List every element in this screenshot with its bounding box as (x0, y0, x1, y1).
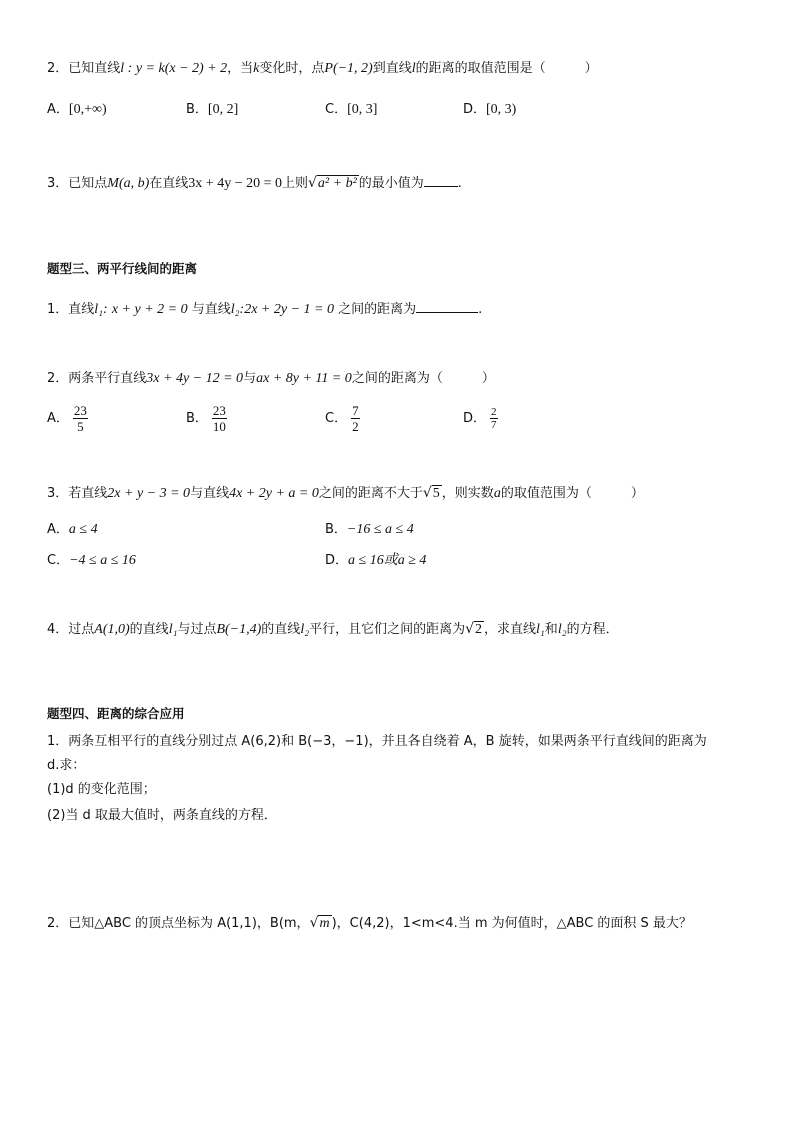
q-text: . (457, 176, 462, 191)
line-equation-2: ax + 8y + 11 = 0 (256, 371, 352, 386)
q-text: 和 (544, 622, 558, 637)
radicand: 5 (432, 486, 440, 501)
option-value: [0, 3] (347, 102, 378, 117)
question-3-min-value (47, 172, 462, 194)
variable-l: l (411, 61, 416, 76)
line-equation-1: 2x + y − 3 = 0 (107, 486, 191, 501)
question-2-distance-range (47, 59, 598, 79)
q-text: 与直线 (191, 302, 231, 317)
sqrt-sign: √ (422, 485, 432, 501)
q-text: 的直线 (261, 622, 301, 637)
fraction (73, 403, 88, 434)
point-a: A(1,0) (94, 622, 130, 637)
line-l1: l₁ (536, 622, 545, 637)
option-label: D． (325, 553, 349, 568)
fraction (351, 403, 360, 434)
section-4-question-1-part-2: (2)当 d 取最大值时，两条直线的方程． (47, 808, 277, 823)
option-d (463, 406, 498, 431)
option-label: B． (186, 102, 208, 117)
line-l2: l₂: (230, 302, 245, 317)
denominator: 10 (212, 419, 226, 434)
section-4-heading: 题型四、距离的综合应用 (47, 706, 185, 721)
q-text: 的最小值为 (358, 176, 424, 191)
option-d (325, 551, 426, 571)
q-text: 的取值范围为（ ） (500, 486, 644, 501)
variable-k: k (253, 61, 260, 76)
denominator: 5 (77, 419, 84, 434)
option-d (463, 100, 516, 120)
q-text: 到直线 (372, 61, 412, 76)
option-label: A． (47, 411, 69, 426)
line-equation: l : y = k(x − 2) + 2 (120, 61, 228, 76)
radicand: m (319, 916, 330, 931)
point-b: B(−1,4) (216, 622, 262, 637)
q-text: 平行，且它们之间的距离为 (309, 622, 466, 637)
option-value: a ≤ 4 (68, 522, 98, 537)
line-l1: l₁: (94, 302, 108, 317)
section-3-heading: 题型三、两平行线间的距离 (47, 261, 198, 276)
section-4-question-1-line-1: 1．两条互相平行的直线分别过点 A(6,2)和 B(−3，−1)，并且各自绕着 A，B 旋转，如果两条平行直线间的距离为 (47, 734, 707, 749)
q-text: ，当 (227, 61, 254, 76)
option-label: A． (47, 522, 69, 537)
point-p: P(−1, 2) (324, 61, 373, 76)
q-text: ，求直线 (484, 622, 537, 637)
option-label: D． (463, 102, 487, 117)
q-text: 1．直线 (47, 302, 95, 317)
section-3-question-2 (47, 369, 495, 389)
option-label: B． (325, 522, 347, 537)
section-4-question-1-part-1: (1)d 的变化范围； (47, 782, 156, 797)
option-label: D． (463, 411, 487, 426)
q-text: 3．若直线 (47, 486, 108, 501)
section-3-question-1 (47, 298, 482, 320)
sqrt-sign: √ (309, 915, 319, 931)
option-b (325, 520, 414, 540)
radicand: 2 (475, 622, 483, 637)
q-text: 之间的距离不大于 (318, 486, 423, 501)
option-value: [0,+∞) (68, 102, 107, 117)
q-text: )，C(4,2)，1<m<4.当 m 为何值时，△ABC 的面积 S 最大？ (331, 916, 692, 931)
q-text: 的方程． (566, 622, 619, 637)
option-b (186, 100, 238, 120)
sqrt-sign: √ (465, 621, 475, 637)
q-text: 2．已知直线 (47, 61, 121, 76)
q-text: 2．已知△ABC 的顶点坐标为 A(1,1)，B(m， (47, 916, 310, 931)
section-3-question-4 (47, 619, 619, 640)
q-text: . (478, 302, 483, 317)
line-l2: l₂ (300, 622, 310, 637)
section-4-question-1-line-2: d.求： (47, 758, 86, 773)
option-c (325, 100, 377, 120)
option-label: A． (47, 102, 69, 117)
q-text: 与直线 (190, 486, 230, 501)
q-text: ，则实数 (441, 486, 494, 501)
q-text: 与 (243, 371, 257, 386)
q-text: 之间的距离为 (338, 302, 417, 317)
q-text: 2．两条平行直线 (47, 371, 147, 386)
denominator: 2 (352, 419, 359, 434)
option-label: B． (186, 411, 208, 426)
section-4-question-2 (47, 913, 692, 934)
option-c (325, 403, 360, 434)
line-l1: l₁ (168, 622, 178, 637)
q-text: 4．过点 (47, 622, 95, 637)
option-a (47, 403, 88, 434)
line-equation-1: 3x + 4y − 12 = 0 (146, 371, 244, 386)
line-equation-2: 2x + 2y − 1 = 0 (244, 302, 334, 317)
numerator: 2 (491, 406, 497, 418)
option-value: a ≤ 16或a ≥ 4 (348, 553, 427, 568)
option-value: −4 ≤ a ≤ 16 (69, 553, 136, 568)
numerator: 23 (73, 403, 87, 418)
option-a (47, 100, 107, 120)
denominator: 7 (491, 419, 497, 431)
line-equation-2: 4x + 2y + a = 0 (229, 486, 319, 501)
variable-a: a (493, 486, 501, 501)
numerator: 23 (212, 403, 226, 418)
q-text: 的直线 (129, 622, 169, 637)
sqrt-sign: √ (308, 175, 317, 191)
answer-blank (416, 298, 478, 313)
q-text: 与过点 (177, 622, 217, 637)
answer-blank (424, 172, 458, 187)
option-value: [0, 2] (207, 102, 239, 117)
fraction (490, 406, 498, 431)
q-text: 的距离的取值范围是（ ） (415, 61, 598, 76)
q-text: 在直线 (149, 176, 189, 191)
option-label: C． (325, 411, 348, 426)
option-label: C． (325, 102, 348, 117)
option-value: −16 ≤ a ≤ 4 (346, 522, 414, 537)
option-c (47, 551, 136, 571)
section-3-question-3 (47, 483, 644, 504)
q-text: 之间的距离为（ ） (351, 371, 495, 386)
option-label: C． (47, 553, 70, 568)
point-m: M(a, b) (107, 176, 150, 191)
line-equation-1: x + y + 2 = 0 (111, 302, 188, 317)
radicand: a² + b² (317, 176, 357, 191)
fraction (212, 403, 227, 434)
numerator: 7 (352, 403, 359, 418)
line-equation: 3x + 4y − 20 = 0 (188, 176, 282, 191)
option-b (186, 403, 227, 434)
q-text: 上则 (281, 176, 308, 191)
q-text: 3．已知点 (47, 176, 108, 191)
option-a (47, 520, 98, 540)
option-value: [0, 3) (486, 102, 517, 117)
line-l2: l₂ (557, 622, 567, 637)
q-text: 变化时，点 (259, 61, 325, 76)
